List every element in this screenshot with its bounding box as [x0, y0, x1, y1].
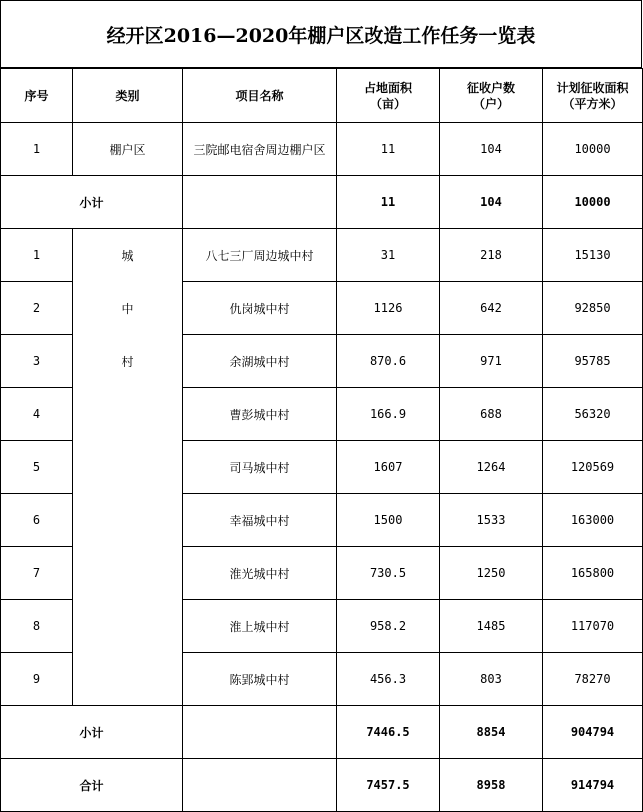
- subtotal-row-village: [1, 706, 643, 759]
- total-label: 合计: [1, 759, 183, 812]
- cell-planned: 56320: [543, 388, 643, 441]
- subtotal-row-shantytown: [1, 176, 643, 229]
- cell-category-blank: [73, 494, 183, 547]
- cell-planned: 92850: [543, 282, 643, 335]
- cell-households: 1264: [440, 441, 543, 494]
- table-row: [1, 229, 643, 282]
- header-area-line2: （亩）: [369, 96, 406, 111]
- cell-project: 淮上城中村: [183, 600, 337, 653]
- cell-households: 218: [440, 229, 543, 282]
- subtotal-label: 小计: [1, 176, 183, 229]
- cell-households: 688: [440, 388, 543, 441]
- cell-area: 31: [337, 229, 440, 282]
- cell-households: 803: [440, 653, 543, 706]
- subtotal-project-empty: [183, 706, 337, 759]
- total-planned: 914794: [543, 759, 643, 812]
- cell-seq: 3: [1, 335, 73, 388]
- cell-category-blank: [73, 388, 183, 441]
- cell-seq: 1: [1, 229, 73, 282]
- subtotal-label: 小计: [1, 706, 183, 759]
- cell-seq: 2: [1, 282, 73, 335]
- header-planned: [543, 69, 643, 123]
- cell-planned: 117070: [543, 600, 643, 653]
- total-project-empty: [183, 759, 337, 812]
- cell-project: 三院邮电宿舍周边棚户区: [183, 123, 337, 176]
- cell-category-char: 村: [73, 335, 183, 388]
- header-project: 项目名称: [183, 69, 337, 123]
- table-row: [1, 388, 643, 441]
- cell-area: 11: [337, 123, 440, 176]
- table-row: [1, 600, 643, 653]
- cell-seq: 9: [1, 653, 73, 706]
- cell-category-blank: [73, 547, 183, 600]
- cell-households: 971: [440, 335, 543, 388]
- table-title: 经开区2016—2020年棚户区改造工作任务一览表: [0, 0, 642, 68]
- table-row: [1, 494, 643, 547]
- cell-category: 棚户区: [73, 123, 183, 176]
- cell-households: 642: [440, 282, 543, 335]
- cell-project: 司马城中村: [183, 441, 337, 494]
- cell-planned: 165800: [543, 547, 643, 600]
- subtotal-area: 7446.5: [337, 706, 440, 759]
- cell-category-char: 城: [73, 229, 183, 282]
- cell-area: 870.6: [337, 335, 440, 388]
- table-row: [1, 547, 643, 600]
- table-row: [1, 335, 643, 388]
- header-planned-line2: （平方米）: [562, 96, 623, 111]
- header-households-line1: 征收户数: [466, 80, 515, 95]
- cell-households: 1250: [440, 547, 543, 600]
- cell-area: 166.9: [337, 388, 440, 441]
- cell-planned: 10000: [543, 123, 643, 176]
- header-seq: 序号: [1, 69, 73, 123]
- cell-area: 730.5: [337, 547, 440, 600]
- total-households: 8958: [440, 759, 543, 812]
- table-row: [1, 123, 643, 176]
- header-households-line2: （户）: [472, 96, 509, 111]
- cell-planned: 120569: [543, 441, 643, 494]
- cell-planned: 163000: [543, 494, 643, 547]
- cell-area: 1126: [337, 282, 440, 335]
- subtotal-area: 11: [337, 176, 440, 229]
- cell-seq: 7: [1, 547, 73, 600]
- cell-area: 1500: [337, 494, 440, 547]
- cell-project: 余湖城中村: [183, 335, 337, 388]
- cell-area: 958.2: [337, 600, 440, 653]
- cell-seq: 6: [1, 494, 73, 547]
- header-category: 类别: [73, 69, 183, 123]
- cell-project: 陈郢城中村: [183, 653, 337, 706]
- cell-project: 仇岗城中村: [183, 282, 337, 335]
- cell-category-blank: [73, 441, 183, 494]
- table-row: [1, 282, 643, 335]
- cell-planned: 15130: [543, 229, 643, 282]
- cell-area: 1607: [337, 441, 440, 494]
- cell-category-char: 中: [73, 282, 183, 335]
- header-planned-line1: 计划征收面积: [556, 80, 629, 95]
- cell-seq: 8: [1, 600, 73, 653]
- cell-project: 八七三厂周边城中村: [183, 229, 337, 282]
- cell-households: 104: [440, 123, 543, 176]
- cell-seq: 5: [1, 441, 73, 494]
- header-area-line1: 占地面积: [363, 80, 412, 95]
- cell-category-blank: [73, 653, 183, 706]
- header-area: [337, 69, 440, 123]
- cell-households: 1485: [440, 600, 543, 653]
- header-row: [1, 69, 643, 123]
- cell-seq: 4: [1, 388, 73, 441]
- subtotal-planned: 904794: [543, 706, 643, 759]
- subtotal-households: 104: [440, 176, 543, 229]
- subtotal-project-empty: [183, 176, 337, 229]
- cell-project: 幸福城中村: [183, 494, 337, 547]
- cell-category-blank: [73, 600, 183, 653]
- task-table: [0, 68, 643, 812]
- cell-project: 淮光城中村: [183, 547, 337, 600]
- table-row: [1, 653, 643, 706]
- cell-planned: 95785: [543, 335, 643, 388]
- cell-households: 1533: [440, 494, 543, 547]
- cell-seq: 1: [1, 123, 73, 176]
- cell-planned: 78270: [543, 653, 643, 706]
- subtotal-planned: 10000: [543, 176, 643, 229]
- cell-project: 曹彭城中村: [183, 388, 337, 441]
- table-row: [1, 441, 643, 494]
- header-households: [440, 69, 543, 123]
- total-row: [1, 759, 643, 812]
- cell-area: 456.3: [337, 653, 440, 706]
- subtotal-households: 8854: [440, 706, 543, 759]
- total-area: 7457.5: [337, 759, 440, 812]
